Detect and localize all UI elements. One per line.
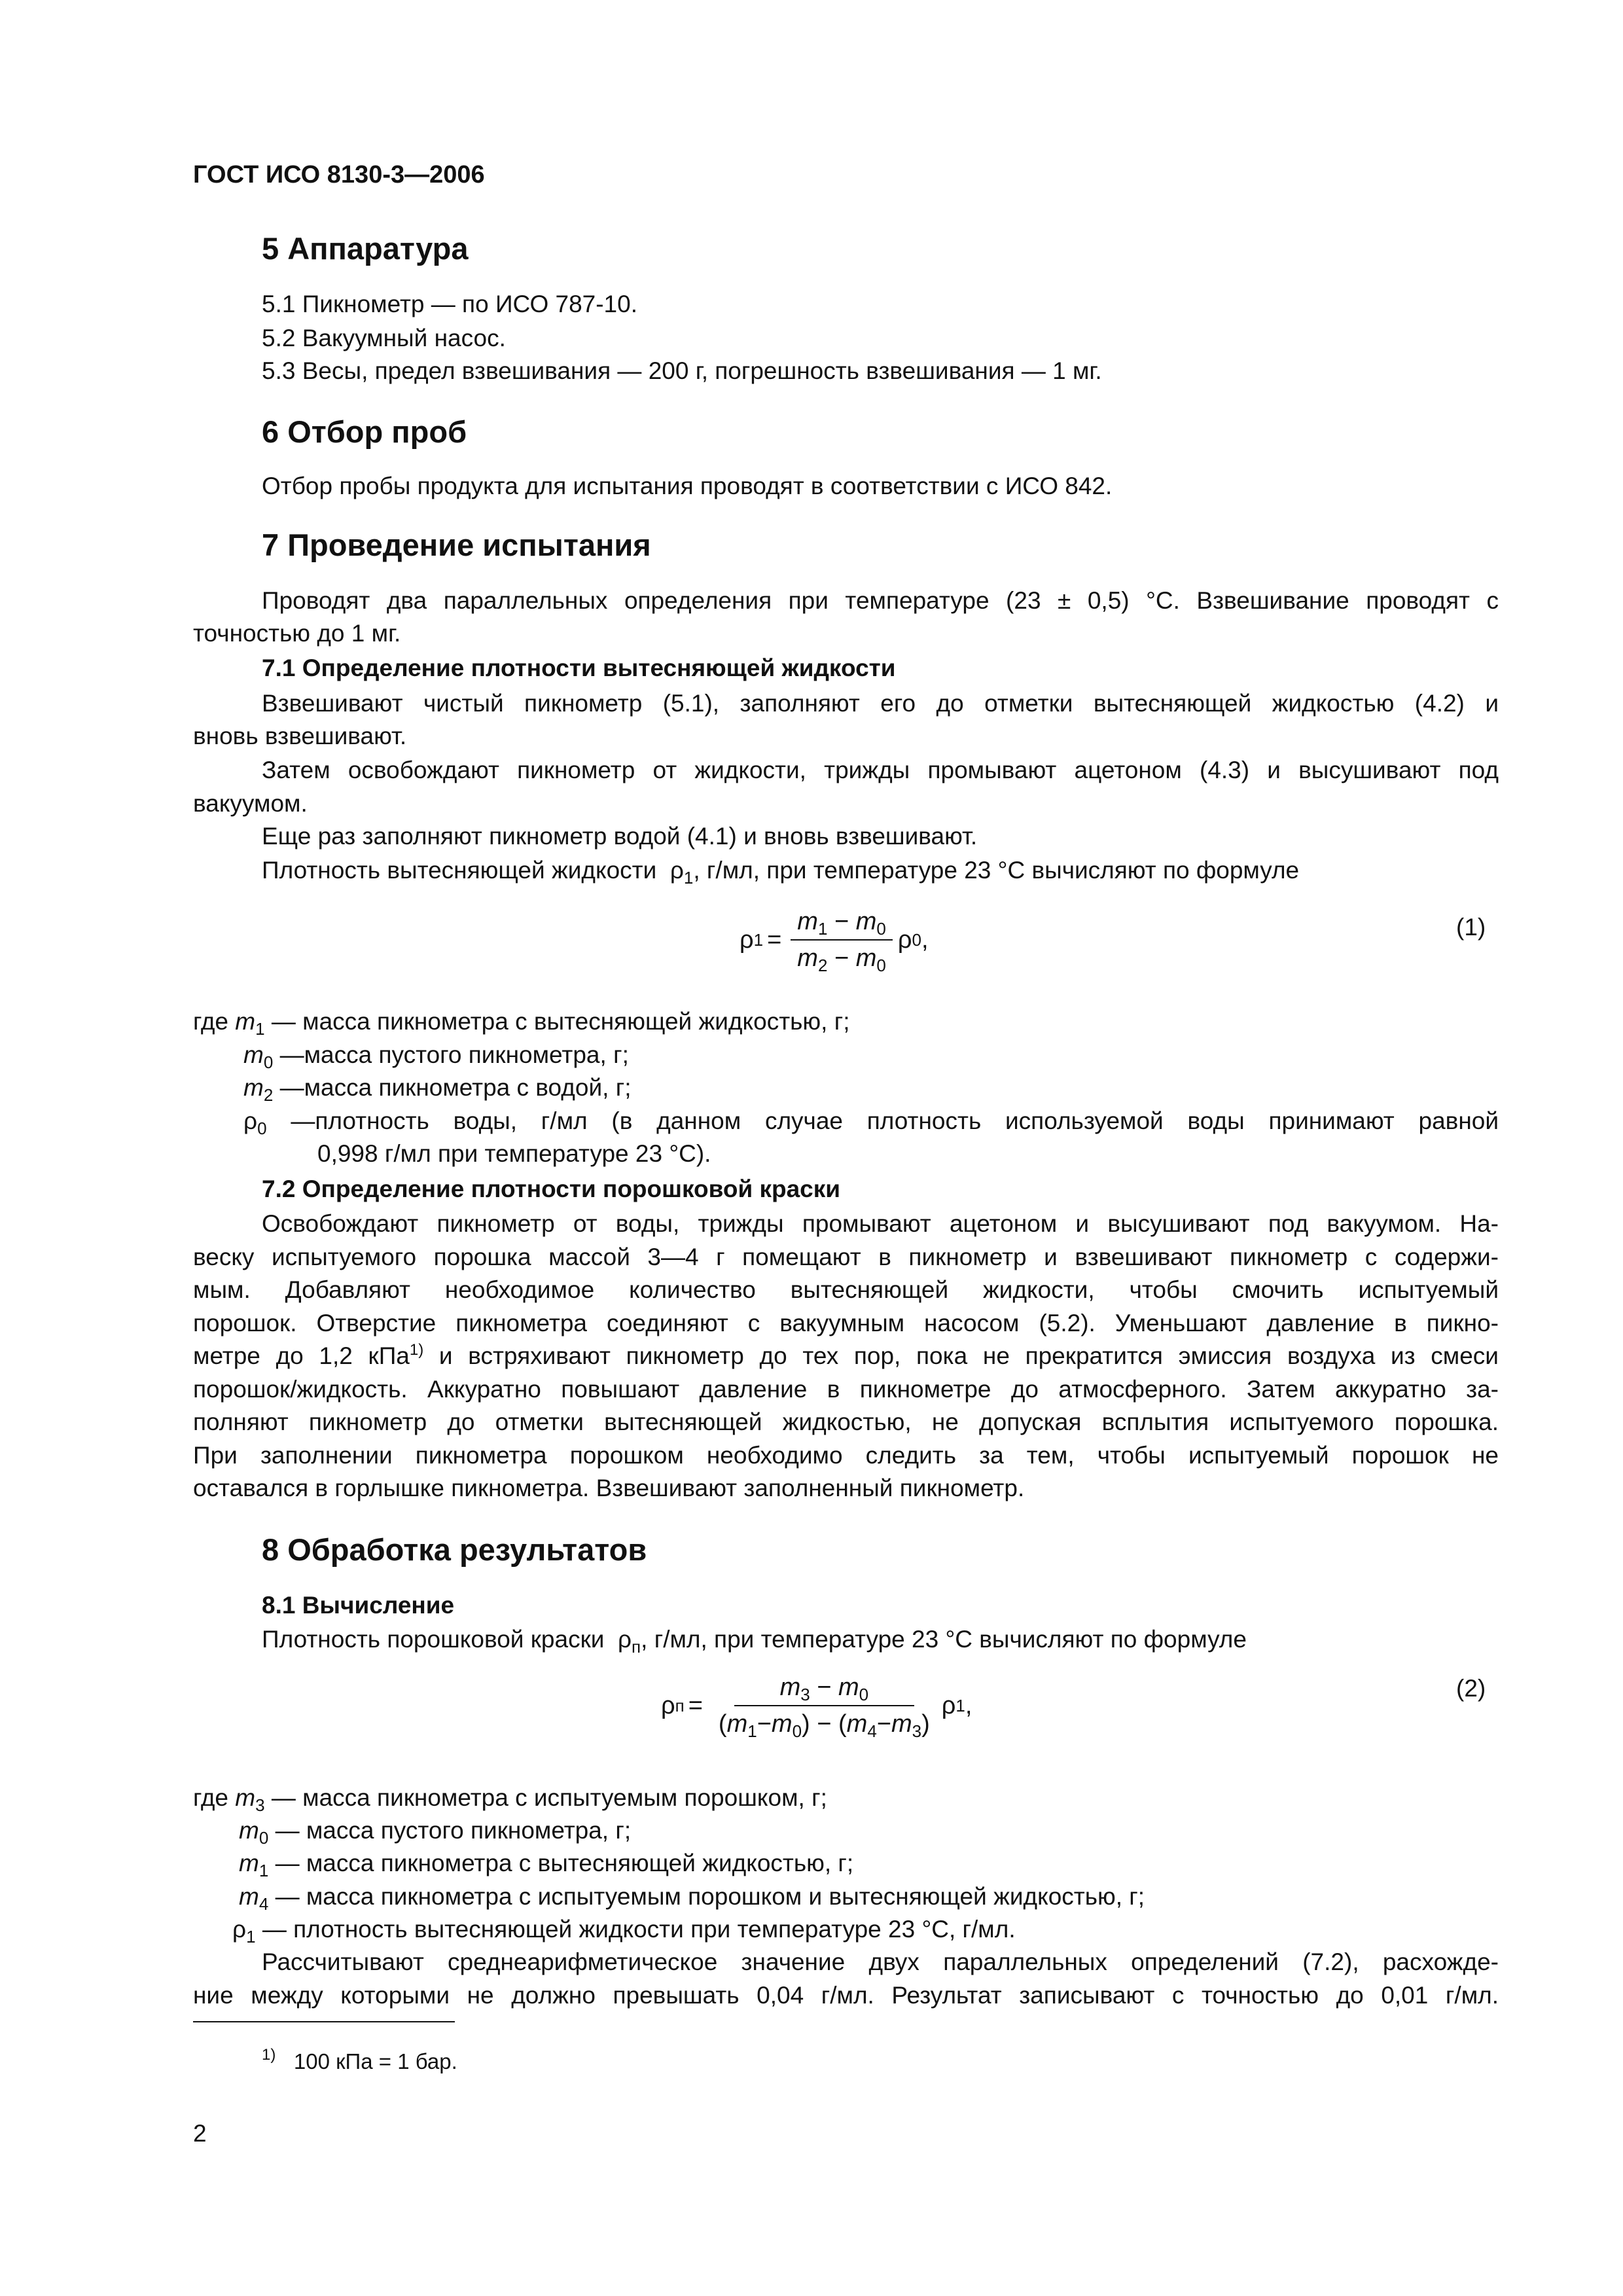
p71-2-line2: вакуумом. — [193, 790, 308, 817]
footnote: $^{1)}$ 100 кПа = 1 бар. — [262, 2046, 457, 2073]
formula-2-numerator: $m_3 - m_0$ — [734, 1672, 915, 1706]
footnote-separator — [193, 2021, 455, 2022]
section-8-heading: 8 Обработка результатов — [262, 1532, 647, 1567]
p71-2-line1: Затем освобождают пикнометр от жидкости, трижды промывают ацетоном (4.3) и высушивают под — [262, 757, 1499, 783]
def1-m1: где $m_1$ — масса пикнометра с вытесняющей жидкостью, г; — [193, 1008, 850, 1039]
p72-line2: веску испытуемого порошка массой 3—4 г помещают в пикнометр и взвешивают пикнометр с содержи- — [193, 1244, 1499, 1270]
def1-rho0-cont: 0,998 г/мл при температуре 23 °С). — [317, 1140, 711, 1167]
footnote-ref: 1) — [409, 1341, 424, 1359]
subsection-7-1-heading: 7.1 Определение плотности вытесняющей жидкости — [262, 655, 896, 681]
formula-1-fraction — [791, 906, 893, 973]
formula-2-number: (2) — [1456, 1675, 1486, 1702]
page-number: 2 — [193, 2120, 207, 2147]
p72-line7: полняют пикнометр до отметки вытесняющей жидкостью, не допуская всплытия испытуемого порошка. — [193, 1408, 1499, 1435]
p81-1: Плотность порошковой краски $\rho_п$, г/мл, при температуре 23 °С вычисляют по формуле — [262, 1626, 1247, 1657]
rho1-symbol: $\rho_1$ — [669, 857, 694, 888]
def2-rho1: $\rho_1$ — плотность вытесняющей жидкости при температуре 23 °С, г/мл. — [232, 1916, 1016, 1946]
section-7-intro-line2: точностью до 1 мг. — [193, 620, 401, 647]
p71-3: Еще раз заполняют пикнометр водой (4.1) и вновь взвешивают. — [262, 823, 978, 850]
formula-2: ρ п = $\frac{m_3 - m_0}{(m_1-m_0) - (m_4-m_3)}$ ρ 1 , — [661, 1674, 972, 1741]
document-code: ГОСТ ИСО 8130-3—2006 — [193, 161, 485, 188]
p72-line1: Освобождают пикнометр от воды, трижды промывают ацетоном и высушивают под вакуумом. На- — [262, 1210, 1499, 1237]
def1-rho0: $\rho_0$ —плотность воды, г/мл (в данном случае плотность используемой воды принимают равной — [243, 1107, 1499, 1138]
formula-1-number: (1) — [1456, 914, 1486, 941]
def2-m0: $m_0$ — масса пустого пикнометра, г; — [239, 1817, 632, 1848]
formula-2-fraction — [712, 1672, 936, 1739]
section-6-text: Отбор пробы продукта для испытания проводят в соответствии с ИСО 842. — [262, 473, 1113, 499]
formula-2-denominator: $(m_1-m_0) - (m_4-m_3)$ — [718, 1710, 930, 1741]
p71-4: Плотность вытесняющей жидкости $\rho_1$, г/мл, при температуре 23 °С вычисляют по формуле — [262, 857, 1300, 888]
item-5-3: 5.3 Весы, предел взвешивания — 200 г, погрешность взвешивания — 1 мг. — [262, 357, 1102, 384]
p72-line4: порошок. Отверстие пикнометра соединяют с вакуумным насосом (5.2). Уменьшают давление в пикно- — [193, 1310, 1499, 1336]
p71-1-line1: Взвешивают чистый пикнометр (5.1), заполняют его до отметки вытесняющей жидкостью (4.2) и — [262, 690, 1499, 717]
p81-final-line2: ние между которыми не должно превышать 0,04 г/мл. Результат записывают с точностью до 0,01 г/мл. — [193, 1982, 1499, 2009]
def2-m3: где $m_3$ — масса пикнометра с испытуемым порошком, г; — [193, 1784, 827, 1815]
section-7-intro-line1: Проводят два параллельных определения при температуре (23 ± 0,5) °С. Взвешивание проводят с — [262, 587, 1499, 614]
p72-line6: порошок/жидкость. Аккуратно повышают давление в пикнометре до атмосферного. Затем аккуратно за- — [193, 1376, 1499, 1403]
p71-1-line2: вновь взвешивают. — [193, 723, 407, 749]
p72-line3: мым. Добавляют необходимое количество вытесняющей жидкости, чтобы смочить испытуемый — [193, 1276, 1499, 1303]
formula-1-denominator: $m_2 - m_0$ — [797, 944, 886, 975]
section-7-heading: 7 Проведение испытания — [262, 528, 651, 562]
subsection-7-2-heading: 7.2 Определение плотности порошковой краски — [262, 1175, 841, 1202]
rho-p-symbol: $\rho_п$ — [617, 1626, 641, 1657]
def1-m2: $m_2$ —масса пикнометра с водой, г; — [243, 1074, 632, 1105]
formula-1-numerator: $m_1 - m_0$ — [791, 906, 893, 941]
item-5-2: 5.2 Вакуумный насос. — [262, 325, 506, 351]
def2-m4: $m_4$ — масса пикнометра с испытуемым порошком и вытесняющей жидкостью, г; — [239, 1883, 1145, 1914]
section-5-heading: 5 Аппаратура — [262, 231, 469, 266]
def1-m0: $m_0$ —масса пустого пикнометра, г; — [243, 1041, 629, 1072]
formula-1: ρ 1 = $\frac{m_1 - m_0}{m_2 - m_0}$ ρ 0 , — [740, 908, 929, 975]
subsection-8-1-heading: 8.1 Вычисление — [262, 1592, 455, 1619]
item-5-1: 5.1 Пикнометр — по ИСО 787-10. — [262, 291, 637, 317]
p81-final-line1: Рассчитывают среднеарифметическое значение двух параллельных определений (7.2), расхожде- — [262, 1948, 1499, 1975]
footnote-mark: 1) — [262, 2046, 276, 2064]
def2-m1: $m_1$ — масса пикнометра с вытесняющей жидкостью, г; — [239, 1850, 854, 1880]
section-6-heading: 6 Отбор проб — [262, 414, 467, 449]
p72-line8: При заполнении пикнометра порошком необходимо следить за тем, чтобы испытуемый порошок не — [193, 1442, 1499, 1469]
p72-line9: оставался в горлышке пикнометра. Взвешивают заполненный пикнометр. — [193, 1475, 1025, 1501]
p72-line5: метре до 1,2 кПа$^{1)}$ и встряхивают пикнометр до тех пор, пока не прекратится эмиссия воздуха из смеси — [193, 1341, 1499, 1369]
